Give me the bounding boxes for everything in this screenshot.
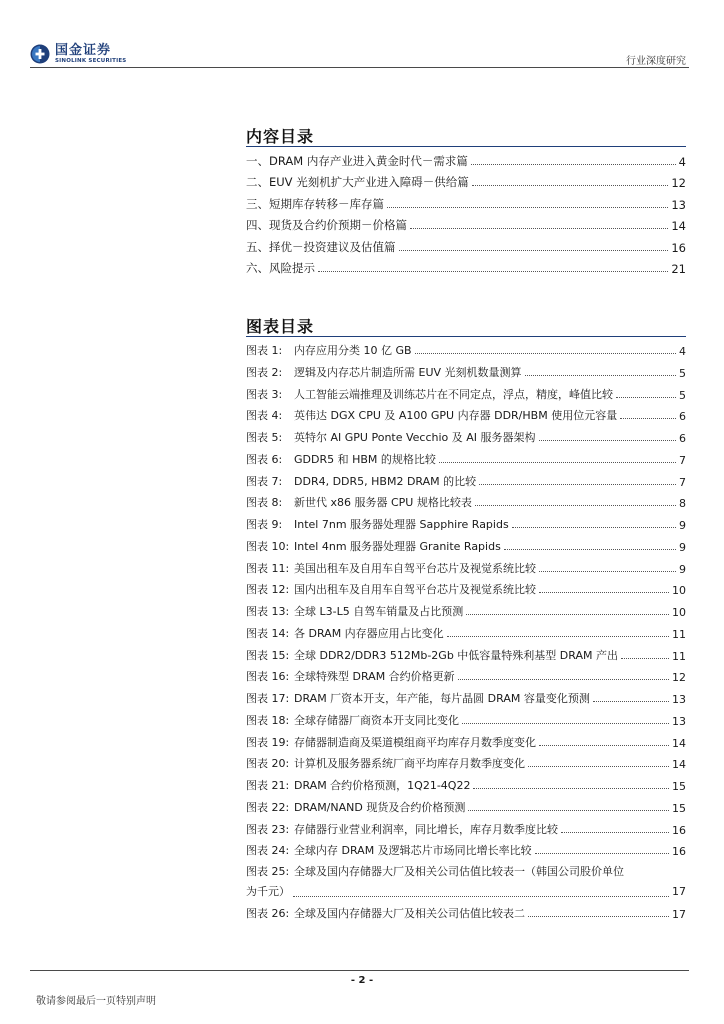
leader-dots bbox=[472, 185, 669, 186]
figure-label: 图表 18: bbox=[246, 713, 290, 727]
leader-dots bbox=[620, 418, 676, 419]
figures-title-rule bbox=[246, 336, 686, 337]
figure-label: 图表 23: bbox=[246, 822, 290, 836]
leader-dots bbox=[539, 571, 676, 572]
figure-title: 存储器行业营业利润率，同比增长，库存月数季度比较 bbox=[294, 822, 558, 836]
figure-page-number: 11 bbox=[672, 649, 686, 663]
figure-entry[interactable] bbox=[246, 625, 686, 641]
figure-title: 人工智能云端推理及训练芯片在不同定点，浮点，精度，峰值比较 bbox=[294, 387, 613, 401]
figure-page-number: 10 bbox=[672, 584, 686, 598]
leader-dots bbox=[399, 250, 669, 251]
figure-entry[interactable] bbox=[246, 712, 686, 728]
leader-dots bbox=[410, 228, 668, 229]
contents-entry-page: 12 bbox=[671, 176, 686, 191]
sinolink-logo-icon bbox=[30, 44, 50, 64]
figure-page-number: 9 bbox=[679, 519, 686, 532]
figure-label: 图表 9: bbox=[246, 518, 283, 531]
figure-page-number: 15 bbox=[672, 801, 686, 815]
logo-chinese-name: 国金证券 bbox=[55, 43, 112, 58]
leader-dots bbox=[466, 614, 669, 615]
figure-entry[interactable] bbox=[246, 862, 686, 902]
figure-title: 美国出租车及自用车自驾平台芯片及视觉系统比较 bbox=[294, 561, 536, 575]
leader-dots bbox=[475, 505, 676, 506]
figure-entry[interactable] bbox=[246, 734, 686, 750]
figure-page-number: 17 bbox=[672, 908, 686, 921]
figure-entry[interactable] bbox=[246, 473, 686, 489]
contents-entry-title: 五、择优－投资建议及估值篇 bbox=[246, 239, 396, 254]
leader-dots bbox=[528, 916, 669, 917]
contents-entry-page: 14 bbox=[671, 219, 686, 234]
header-divider bbox=[30, 67, 689, 68]
figure-title-continued: 为千元） bbox=[246, 885, 290, 898]
figure-entry[interactable] bbox=[246, 777, 686, 793]
figures-title: 图表目录 bbox=[246, 317, 315, 336]
figure-page-number: 5 bbox=[679, 388, 686, 402]
contents-entry-title: 六、风险提示 bbox=[246, 261, 315, 275]
leader-dots bbox=[318, 271, 668, 272]
figure-page-number: 14 bbox=[672, 736, 686, 750]
leader-dots bbox=[535, 853, 669, 854]
leader-dots bbox=[593, 701, 669, 702]
figure-page-number: 10 bbox=[672, 606, 686, 619]
report-type: 行业深度研究 bbox=[626, 56, 686, 67]
figure-label: 图表 13: bbox=[246, 605, 290, 618]
figure-label: 图表 24: bbox=[246, 844, 290, 858]
figure-label: 图表 12: bbox=[246, 583, 290, 597]
figure-entry[interactable] bbox=[246, 429, 686, 445]
page-number: - 2 - bbox=[350, 975, 374, 986]
leader-dots bbox=[525, 375, 676, 376]
figure-entry[interactable] bbox=[246, 560, 686, 576]
figure-entry[interactable] bbox=[246, 494, 686, 510]
company-logo bbox=[30, 44, 126, 65]
figure-entry[interactable] bbox=[246, 538, 686, 554]
figure-title: DRAM 合约价格预测，1Q21-4Q22 bbox=[294, 779, 471, 792]
figure-page-number: 13 bbox=[672, 714, 686, 728]
figure-title: 全球存储器厂商资本开支同比变化 bbox=[294, 713, 459, 727]
leader-dots bbox=[479, 484, 676, 485]
leader-dots bbox=[621, 658, 669, 659]
figure-title: 全球 DDR2/DDR3 512Mb-2Gb 中低容量特殊利基型 DRAM 产出 bbox=[294, 648, 618, 662]
leader-dots bbox=[387, 207, 668, 208]
leader-dots bbox=[616, 397, 676, 398]
leader-dots bbox=[561, 832, 669, 833]
figure-entry[interactable] bbox=[246, 451, 686, 467]
figure-title: Intel 4nm 服务器处理器 Granite Rapids bbox=[294, 539, 501, 553]
figure-title: 全球及国内存储器大厂及相关公司估值比较表二 bbox=[294, 907, 525, 920]
figure-label: 图表 26: bbox=[246, 907, 290, 920]
figure-label: 图表 8: bbox=[246, 496, 283, 510]
figure-title: 全球特殊型 DRAM 合约价格更新 bbox=[294, 670, 455, 684]
figure-title: 全球 L3-L5 自驾车销量及占比预测 bbox=[294, 605, 464, 618]
leader-dots bbox=[512, 527, 676, 528]
figure-label: 图表 16: bbox=[246, 670, 290, 684]
leader-dots bbox=[468, 810, 669, 811]
figure-title: 计算机及服务器系统厂商平均库存月数季度变化 bbox=[294, 757, 525, 771]
figure-label: 图表 11: bbox=[246, 561, 290, 575]
figure-label: 图表 2: bbox=[246, 365, 283, 379]
leader-dots bbox=[471, 164, 676, 165]
leader-dots bbox=[539, 592, 669, 593]
figure-title: DRAM 厂资本开支，年产能，每片晶圆 DRAM 容量变化预测 bbox=[294, 692, 590, 705]
leader-dots bbox=[439, 462, 676, 463]
figure-page-number: 12 bbox=[672, 671, 686, 685]
figure-label: 图表 3: bbox=[246, 387, 283, 401]
contents-entry-title: 一、DRAM 内存产业进入黄金时代－需求篇 bbox=[246, 154, 468, 168]
contents-entry-title: 二、EUV 光刻机扩大产业进入障碍－供给篇 bbox=[246, 175, 469, 190]
figure-label: 图表 22: bbox=[246, 800, 290, 814]
figure-entry[interactable] bbox=[246, 821, 686, 837]
logo-english-name: SINOLINK SECURITIES bbox=[55, 58, 127, 64]
figure-page-number: 14 bbox=[672, 758, 686, 772]
figure-label: 图表 15: bbox=[246, 648, 290, 662]
figure-page-number: 6 bbox=[679, 432, 686, 445]
leader-dots bbox=[458, 679, 669, 680]
figure-title: 存储器制造商及渠道模组商平均库存月数季度变化 bbox=[294, 735, 536, 749]
figure-label: 图表 17: bbox=[246, 692, 290, 705]
figure-label: 图表 10: bbox=[246, 539, 290, 553]
leader-dots bbox=[462, 723, 669, 724]
figure-entry[interactable] bbox=[246, 842, 686, 858]
figure-entry[interactable] bbox=[246, 603, 686, 619]
contents-entry[interactable] bbox=[246, 217, 686, 233]
figure-title: 内存应用分类 10 亿 GB bbox=[294, 344, 412, 357]
figure-entry[interactable] bbox=[246, 755, 686, 771]
figure-page-number: 11 bbox=[672, 627, 686, 641]
figure-entry[interactable] bbox=[246, 581, 686, 597]
figure-page-number: 9 bbox=[679, 562, 686, 576]
figure-title: 新世代 x86 服务器 CPU 规格比较表 bbox=[294, 496, 472, 510]
figure-page-number: 17 bbox=[672, 885, 686, 898]
figure-page-number: 16 bbox=[672, 823, 686, 837]
figure-title: DDR4, DDR5, HBM2 DRAM 的比较 bbox=[294, 474, 477, 488]
figure-entry[interactable] bbox=[246, 364, 686, 380]
contents-entry[interactable] bbox=[246, 174, 686, 190]
contents-entry[interactable] bbox=[246, 153, 686, 169]
figure-title: 全球内存 DRAM 及逻辑芯片市场同比增长率比较 bbox=[294, 844, 532, 858]
figure-entry[interactable] bbox=[246, 407, 686, 423]
leader-dots bbox=[539, 440, 676, 441]
figure-page-number: 15 bbox=[672, 780, 686, 793]
figure-entry[interactable] bbox=[246, 905, 686, 921]
contents-entry-title: 四、现货及合约价预期－价格篇 bbox=[246, 218, 407, 233]
leader-dots bbox=[293, 896, 669, 897]
figure-entry[interactable] bbox=[246, 516, 686, 532]
leader-dots bbox=[447, 636, 669, 637]
figure-page-number: 8 bbox=[679, 497, 686, 511]
contents-title: 内容目录 bbox=[246, 127, 315, 146]
figure-title: DRAM/NAND 现货及合约价格预测 bbox=[294, 800, 466, 814]
contents-entry-title: 三、短期库存转移－库存篇 bbox=[246, 196, 384, 211]
figure-label: 图表 7: bbox=[246, 474, 283, 488]
contents-entry-page: 13 bbox=[671, 197, 686, 212]
leader-dots bbox=[473, 788, 669, 789]
figure-label: 图表 6: bbox=[246, 452, 283, 466]
figure-entry[interactable] bbox=[246, 386, 686, 402]
figure-title: 英特尔 AI GPU Ponte Vecchio 及 AI 服务器架构 bbox=[294, 431, 536, 444]
figure-title: GDDR5 和 HBM 的规格比较 bbox=[294, 452, 436, 466]
figure-entry[interactable] bbox=[246, 799, 686, 815]
figure-label: 图表 5: bbox=[246, 431, 283, 444]
figure-page-number: 16 bbox=[672, 845, 686, 859]
figure-page-number: 9 bbox=[679, 540, 686, 554]
figure-page-number: 7 bbox=[679, 475, 686, 489]
leader-dots bbox=[504, 549, 676, 550]
page-header bbox=[0, 0, 724, 80]
figure-title: 全球及国内存储器大厂及相关公司估值比较表一（韩国公司股价单位 bbox=[294, 865, 624, 878]
contents-entry[interactable] bbox=[246, 239, 686, 255]
figure-label: 图表 25: bbox=[246, 865, 290, 878]
footer-divider bbox=[30, 970, 689, 971]
figure-label: 图表 19: bbox=[246, 735, 290, 749]
figure-title: 国内出租车及自用车自驾平台芯片及视觉系统比较 bbox=[294, 583, 536, 597]
figure-page-number: 5 bbox=[679, 366, 686, 380]
figure-page-number: 13 bbox=[672, 693, 686, 706]
contents-entry[interactable] bbox=[246, 260, 686, 276]
contents-entry-page: 4 bbox=[678, 155, 686, 169]
leader-dots bbox=[528, 766, 669, 767]
figure-title: 英伟达 DGX CPU 及 A100 GPU 内存器 DDR/HBM 使用位元容量 bbox=[294, 409, 618, 423]
figure-title: Intel 7nm 服务器处理器 Sapphire Rapids bbox=[294, 518, 509, 531]
disclaimer-text: 敬请参阅最后一页特别声明 bbox=[36, 996, 156, 1007]
figure-title: 逻辑及内存芯片制造所需 EUV 光刻机数量测算 bbox=[294, 365, 522, 379]
contents-entry-page: 21 bbox=[671, 262, 686, 276]
contents-title-rule bbox=[246, 146, 686, 147]
figure-page-number: 7 bbox=[679, 453, 686, 467]
contents-entry-page: 16 bbox=[671, 240, 686, 255]
figure-entry[interactable] bbox=[246, 647, 686, 663]
figure-page-number: 6 bbox=[679, 410, 686, 424]
figure-page-number: 4 bbox=[679, 345, 686, 358]
figure-label: 图表 14: bbox=[246, 626, 290, 640]
figure-label: 图表 21: bbox=[246, 779, 290, 792]
leader-dots bbox=[539, 745, 669, 746]
figure-label: 图表 20: bbox=[246, 757, 290, 771]
figure-label: 图表 4: bbox=[246, 409, 283, 423]
figure-entry[interactable] bbox=[246, 690, 686, 706]
leader-dots bbox=[415, 353, 676, 354]
contents-entry[interactable] bbox=[246, 196, 686, 212]
figure-label: 图表 1: bbox=[246, 344, 283, 357]
figure-entry[interactable] bbox=[246, 342, 686, 358]
figure-title: 各 DRAM 内存器应用占比变化 bbox=[294, 626, 444, 640]
figure-entry[interactable] bbox=[246, 668, 686, 684]
